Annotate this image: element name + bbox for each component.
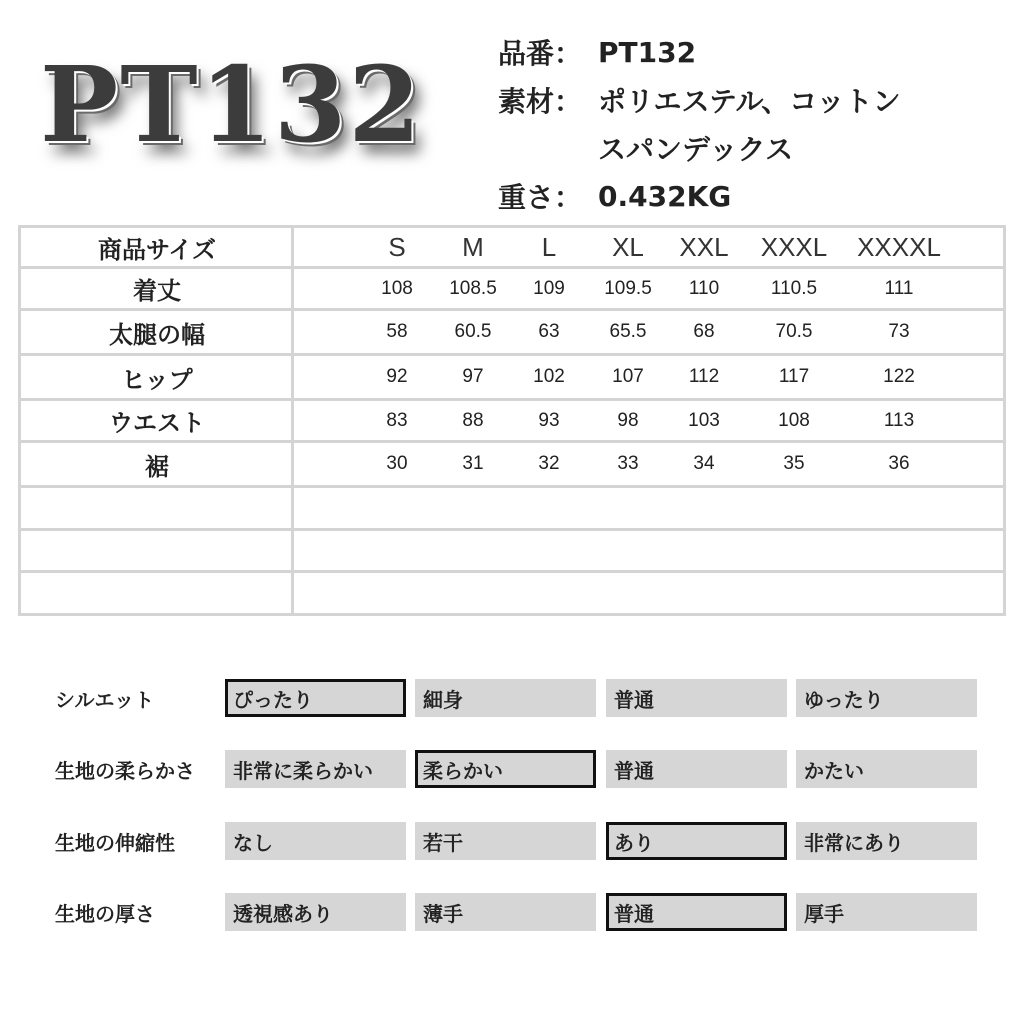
measurement-value: 122 bbox=[883, 366, 915, 387]
size-header-cell: XXXXL bbox=[857, 231, 941, 262]
measurement-label: 着丈 bbox=[133, 277, 181, 305]
column-divider bbox=[291, 573, 294, 613]
column-divider bbox=[291, 531, 294, 570]
measurement-value: 107 bbox=[612, 366, 644, 387]
info-key: 重さ： bbox=[498, 181, 583, 214]
product-info bbox=[498, 28, 901, 220]
measurement-value: 108.5 bbox=[449, 277, 497, 299]
measurement-value: 93 bbox=[538, 409, 560, 431]
attribute-label: シルエット bbox=[55, 687, 155, 712]
product-code-logo: PT132 bbox=[40, 43, 423, 166]
measurement-value: 113 bbox=[883, 409, 915, 431]
measurement-row bbox=[21, 311, 1003, 356]
info-key: 素材： bbox=[498, 85, 583, 118]
measurement-row bbox=[21, 443, 1003, 488]
attribute-option: 普通 bbox=[606, 750, 787, 788]
measurement-value: 68 bbox=[693, 321, 715, 342]
info-row-weight bbox=[498, 172, 901, 220]
info-row-material bbox=[498, 76, 901, 124]
attribute-option: 非常にあり bbox=[796, 822, 977, 860]
column-divider bbox=[291, 488, 294, 528]
measurement-value: 35 bbox=[783, 453, 805, 474]
measurement-value: 108 bbox=[778, 409, 810, 431]
measurement-value: 58 bbox=[386, 321, 408, 342]
attribute-option: かたい bbox=[796, 750, 977, 788]
header-label: 商品サイズ bbox=[97, 235, 217, 264]
measurement-value: 102 bbox=[533, 366, 565, 387]
attribute-label: 生地の厚さ bbox=[55, 901, 155, 926]
attribute-option-selected: 普通 bbox=[606, 893, 787, 931]
measurement-value: 60.5 bbox=[454, 321, 492, 342]
empty-row bbox=[21, 573, 1003, 613]
measurement-row bbox=[21, 356, 1003, 401]
info-key: 品番： bbox=[498, 37, 583, 70]
measurement-value: 109 bbox=[533, 277, 565, 299]
measurement-label: 太腿の幅 bbox=[109, 320, 205, 349]
size-header-cell: XXXL bbox=[760, 231, 828, 262]
size-header-cell: L bbox=[541, 231, 557, 262]
measurement-label: ウエスト bbox=[109, 409, 205, 437]
empty-row bbox=[21, 488, 1003, 531]
attribute-option: ゆったり bbox=[796, 679, 977, 717]
measurement-value: 98 bbox=[617, 409, 639, 431]
measurement-row bbox=[21, 401, 1003, 443]
attribute-option: 薄手 bbox=[415, 893, 596, 931]
measurement-value: 103 bbox=[688, 409, 720, 431]
info-value: スパンデックス bbox=[598, 133, 794, 166]
measurement-value: 31 bbox=[462, 453, 484, 474]
measurement-value: 92 bbox=[386, 366, 408, 387]
size-header-row bbox=[21, 228, 1003, 269]
size-table bbox=[18, 225, 1006, 616]
measurement-value: 117 bbox=[778, 366, 810, 387]
measurement-value: 97 bbox=[462, 366, 484, 387]
measurement-value: 63 bbox=[538, 321, 560, 342]
measurement-label: 裾 bbox=[145, 452, 169, 481]
info-value: ポリエステル、コットン bbox=[598, 85, 901, 118]
attribute-option: 細身 bbox=[415, 679, 596, 717]
measurement-value: 110.5 bbox=[770, 277, 818, 299]
measurement-value: 34 bbox=[693, 453, 715, 474]
size-header-cell: M bbox=[462, 231, 484, 262]
attribute-label: 生地の伸縮性 bbox=[55, 830, 175, 855]
measurement-label: ヒップ bbox=[121, 365, 193, 394]
measurement-value: 33 bbox=[617, 453, 639, 474]
info-row-material-cont bbox=[498, 124, 901, 172]
attribute-option: 非常に柔らかい bbox=[225, 750, 406, 788]
size-header-cell: XL bbox=[612, 231, 644, 262]
measurement-value: 83 bbox=[386, 409, 408, 431]
attribute-option: なし bbox=[225, 822, 406, 860]
measurement-value: 32 bbox=[538, 453, 560, 474]
measurement-value: 111 bbox=[884, 277, 914, 299]
measurement-value: 73 bbox=[888, 321, 910, 342]
attribute-option: 普通 bbox=[606, 679, 787, 717]
attribute-option: 若干 bbox=[415, 822, 596, 860]
measurement-value: 110 bbox=[688, 277, 720, 299]
empty-row bbox=[21, 531, 1003, 573]
info-value: PT132 bbox=[598, 35, 697, 69]
info-value: 0.432KG bbox=[598, 179, 732, 213]
attribute-label: 生地の柔らかさ bbox=[55, 758, 195, 783]
info-row-code bbox=[498, 28, 901, 76]
measurement-value: 88 bbox=[462, 409, 484, 431]
size-header-cell: XXL bbox=[679, 231, 729, 262]
size-header-cell: S bbox=[388, 231, 406, 262]
measurement-value: 109.5 bbox=[604, 277, 652, 299]
attribute-option-selected: ぴったり bbox=[225, 679, 406, 717]
attribute-option-selected: 柔らかい bbox=[415, 750, 596, 788]
attribute-option-selected: あり bbox=[606, 822, 787, 860]
measurement-row bbox=[21, 269, 1003, 311]
measurement-value: 65.5 bbox=[609, 321, 647, 342]
measurement-value: 70.5 bbox=[775, 321, 813, 342]
measurement-value: 108 bbox=[381, 277, 413, 299]
measurement-value: 36 bbox=[888, 453, 910, 474]
attribute-option: 厚手 bbox=[796, 893, 977, 931]
measurement-value: 112 bbox=[688, 366, 720, 387]
attribute-option: 透視感あり bbox=[225, 893, 406, 931]
measurement-value: 30 bbox=[386, 453, 408, 474]
